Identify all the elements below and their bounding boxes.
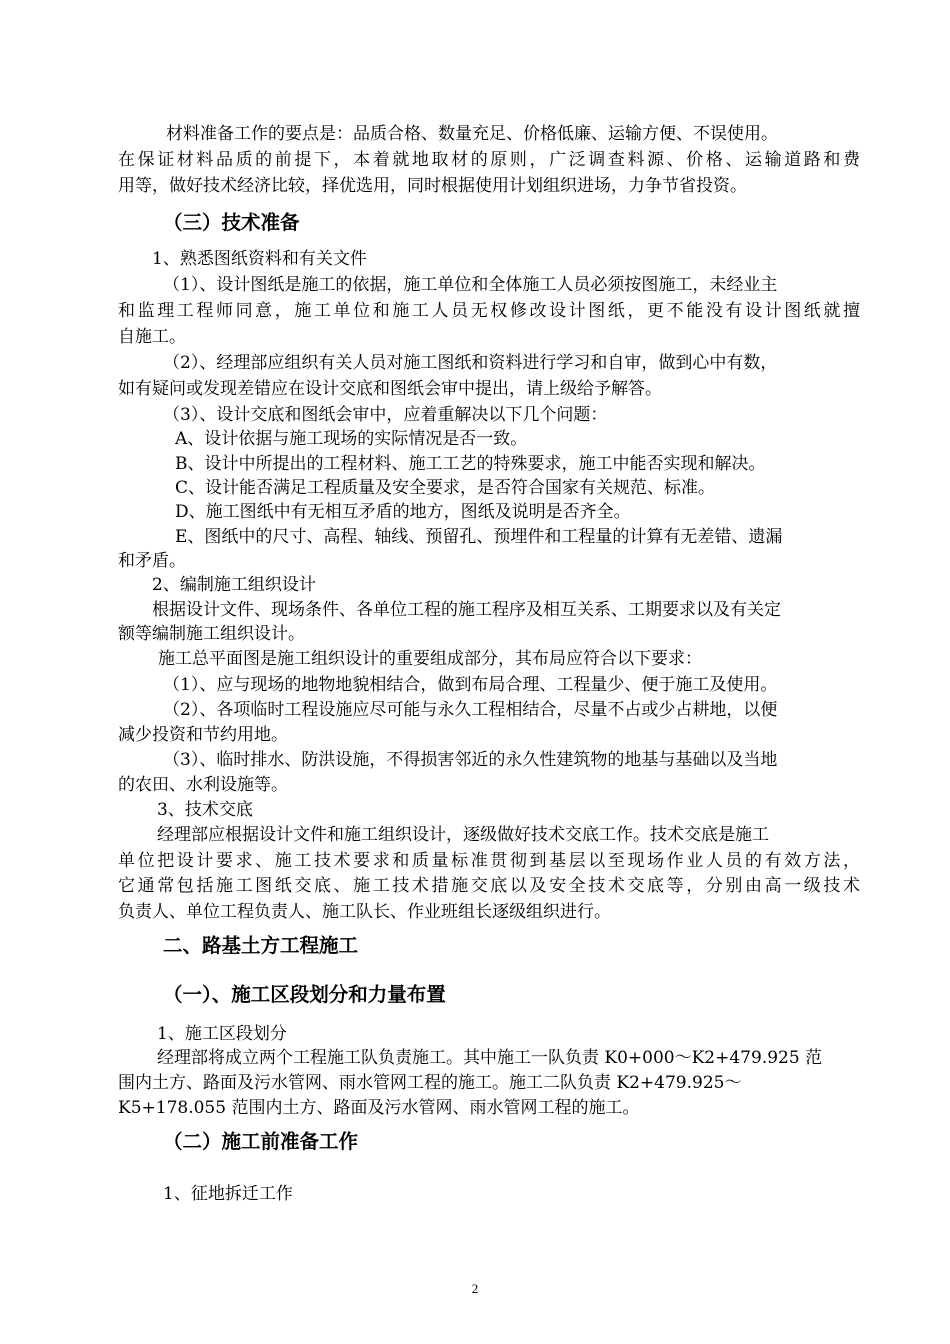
subsection-heading: 1、熟悉图纸资料和有关文件 — [152, 249, 367, 269]
paragraph-line: 自施工。 — [118, 327, 186, 347]
subsection-heading: 2、编制施工组织设计 — [152, 575, 316, 595]
paragraph-line: 材料准备工作的要点是：品质合格、数量充足、价格低廉、运输方便、不误使用。 — [166, 124, 778, 144]
list-item: A、设计依据与施工现场的实际情况是否一致。 — [175, 429, 528, 449]
section-heading: （一）、施工区段划分和力量布置 — [163, 983, 446, 1006]
paragraph-line: 减少投资和节约用地。 — [118, 725, 288, 745]
paragraph-line: K5+178.055 范围内土方、路面及污水管网、雨水管网工程的施工。 — [118, 1098, 640, 1118]
subsection-heading: 1、征地拆迁工作 — [163, 1184, 293, 1204]
list-item: C、设计能否满足工程质量及安全要求，是否符合国家有关规范、标准。 — [175, 478, 716, 498]
paragraph-line: 负责人、单位工程负责人、施工队长、作业班组长逐级组织进行。 — [118, 902, 611, 922]
paragraph-line: （2）、各项临时工程设施应尽可能与永久工程相结合，尽量不占或少占耕地，以便 — [163, 700, 778, 720]
paragraph-line: 用等，做好技术经济比较，择优选用，同时根据使用计划组织进场，力争节省投资。 — [118, 176, 747, 196]
list-item: E、图纸中的尺寸、高程、轴线、预留孔、预埋件和工程量的计算有无差错、遗漏 — [175, 527, 783, 547]
paragraph-line: 如有疑问或发现差错应在设计交底和图纸会审中提出，请上级给予解答。 — [118, 379, 662, 399]
chapter-heading: 二、路基土方工程施工 — [163, 934, 359, 957]
subsection-heading: 3、技术交底 — [157, 800, 253, 820]
paragraph-line: 额等编制施工组织设计。 — [118, 624, 305, 644]
paragraph-line: 经理部应根据设计文件和施工组织设计，逐级做好技术交底工作。技术交底是施工 — [157, 825, 769, 845]
list-item: D、施工图纸中有无相互矛盾的地方，图纸及说明是否齐全。 — [175, 502, 631, 522]
paragraph-line: （1）、应与现场的地物地貌相结合，做到布局合理、工程量少、便于施工及使用。 — [163, 675, 778, 695]
section-heading: （三）技术准备 — [163, 211, 300, 234]
page-number: 2 — [471, 1281, 479, 1296]
paragraph-line: （2）、经理部应组织有关人员对施工图纸和资料进行学习和自审，做到心中有数， — [163, 353, 778, 373]
paragraph-line: 根据设计文件、现场条件、各单位工程的施工程序及相互关系、工期要求以及有关定 — [152, 600, 781, 620]
section-heading: （二）施工前准备工作 — [163, 1130, 359, 1153]
list-item: B、设计中所提出的工程材料、施工工艺的特殊要求，施工中能否实现和解决。 — [175, 454, 766, 474]
paragraph-line: （3）、临时排水、防洪设施，不得损害邻近的永久性建筑物的地基与基础以及当地 — [163, 750, 778, 770]
paragraph-line: 和监理工程师同意，施工单位和施工人员无权修改设计图纸，更不能没有设计图纸就擅 — [118, 301, 860, 321]
subsection-heading: 1、施工区段划分 — [157, 1024, 287, 1044]
paragraph-line: 施工总平面图是施工组织设计的重要组成部分，其布局应符合以下要求： — [158, 649, 702, 669]
paragraph-line: 和矛盾。 — [118, 551, 186, 571]
paragraph-line: 单位把设计要求、施工技术要求和质量标准贯彻到基层以至现场作业人员的有效方法， — [118, 851, 860, 871]
paragraph-line: （3）、设计交底和图纸会审中，应着重解决以下几个问题： — [163, 405, 608, 425]
paragraph-line: 在保证材料品质的前提下，本着就地取材的原则，广泛调查料源、价格、运输道路和费 — [118, 150, 860, 170]
paragraph-line: 经理部将成立两个工程施工队负责施工。其中施工一队负责 K0+000～K2+479.925 范 — [157, 1048, 823, 1068]
paragraph-line: 它通常包括施工图纸交底、施工技术措施交底以及安全技术交底等，分别由高一级技术 — [118, 876, 860, 896]
paragraph-line: 围内土方、路面及污水管网、雨水管网工程的施工。施工二队负责 K2+479.925～ — [118, 1073, 742, 1093]
paragraph-line: 的农田、水利设施等。 — [118, 775, 288, 795]
paragraph-line: （1）、设计图纸是施工的依据，施工单位和全体施工人员必须按图施工，未经业主 — [163, 275, 778, 295]
